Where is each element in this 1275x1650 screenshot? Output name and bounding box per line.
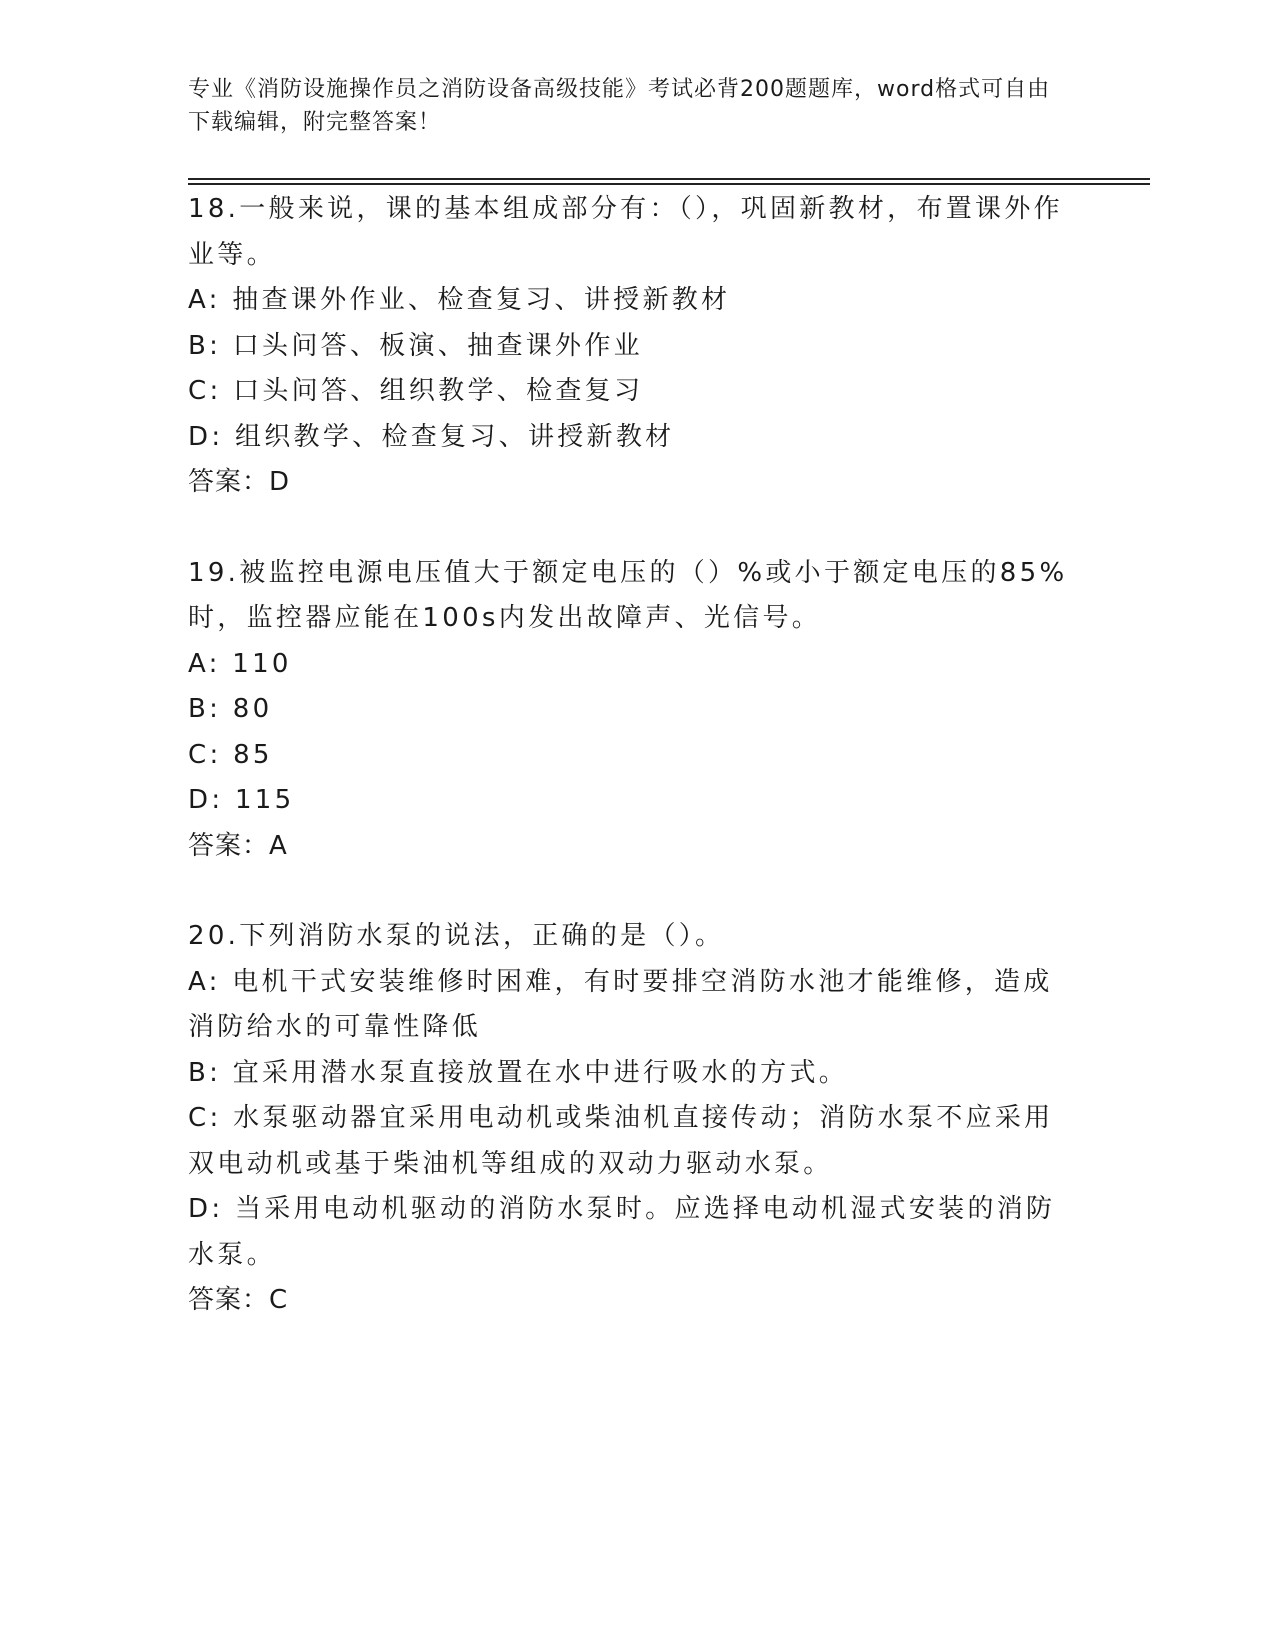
question-stem: 20.下列消防水泵的说法，正确的是（）。 (188, 921, 725, 951)
option-d: D: 组织教学、检查复习、讲授新教材 (188, 421, 675, 452)
option-a: A: 电机干式安装维修时困难，有时要排空消防水池才能维修，造成消防给水的可靠性降低 (188, 966, 1053, 1042)
question-stem: 19.被监控电源电压值大于额定电压的（）%或小于额定电压的85%时，监控器应能在100s内发出故障声、光信号。 (188, 557, 1068, 633)
header-rule-top (188, 178, 1150, 180)
question-stem: 18.一般来说，课的基本组成部分有：（），巩固新教材，布置课外作业等。 (188, 194, 1063, 270)
option-a: A: 抽查课外作业、检查复习、讲授新教材 (188, 285, 731, 315)
option-c: C: 口头问答、组织教学、检查复习 (188, 376, 644, 406)
option-d: D: 当采用电动机驱动的消防水泵时。应选择电动机湿式安装的消防水泵。 (188, 1194, 1056, 1270)
option-d: D: 115 (188, 785, 295, 815)
answer: 答案：C (188, 1285, 289, 1315)
option-a: A: 110 (188, 648, 292, 679)
document-header: 专业《消防设施操作员之消防设备高级技能》考试必背200题题库，word格式可自由下载编辑，附完整答案！ (188, 77, 1051, 135)
question-list (188, 187, 1068, 1324)
answer: 答案：A (188, 830, 288, 861)
answer: 答案：D (188, 467, 291, 497)
header-rule-bottom (188, 183, 1150, 185)
option-b: B: 80 (188, 694, 273, 724)
question-18 (188, 187, 1068, 506)
question-20 (188, 914, 1068, 1324)
question-19 (188, 551, 1068, 870)
option-b: B: 宜采用潜水泵直接放置在水中进行吸水的方式。 (188, 1057, 849, 1088)
option-c: C: 水泵驱动器宜采用电动机或柴油机直接传动；消防水泵不应采用双电动机或基于柴油机等组成的双动力驱动水泵。 (188, 1103, 1054, 1179)
option-b: B: 口头问答、板演、抽查课外作业 (188, 330, 643, 361)
option-c: C: 85 (188, 739, 273, 770)
